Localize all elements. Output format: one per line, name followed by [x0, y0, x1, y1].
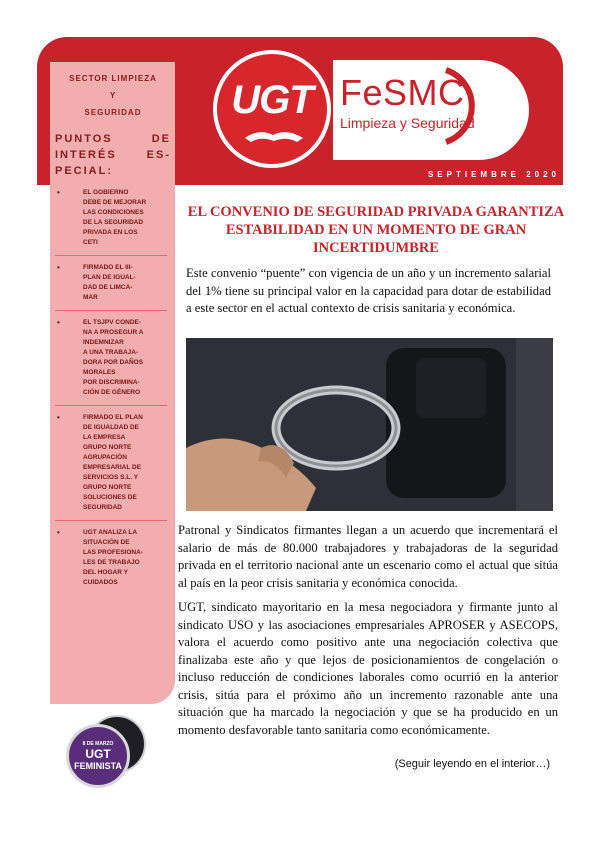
photo-illustration [186, 338, 553, 511]
handcuffs-photo [186, 338, 553, 511]
article-headline: EL CONVENIO DE SEGURIDAD PRIVADA GARANTIZA ESTABILIDAD EN UN MOMENTO DE GRAN INCERTIDUMBRE [187, 204, 565, 256]
article-paragraph-1: Patronal y Sindicatos firmantes llegan a un acuerdo que incrementará el salario de más de 80.000 trabajadores y trabajadoras de la seguridad privada en el territorio nacional ante un escenario como el actual que sitúa al país en la peor crisis sanitaria y económica conocida. [178, 523, 558, 590]
list-item: • FIRMADO EL III- PLAN DE IGUAL- DAD DE LIMCA- MAR [55, 263, 167, 311]
feminist-badge: 8 DE MARZO UGT FEMINISTA [66, 724, 130, 788]
brand-subtitle: Limpieza y Seguridad [340, 115, 475, 131]
list-item: • FIRMADO EL PLAN DE IGUALDAD DE LA EMPRESA GRUPO NORTE AGRUPACIÓN EMPRESARIAL DE SERVICIOS S.L. Y GRUPO NORTE SOLUCIONES DE SEGURIDAD [55, 413, 167, 521]
continue-reading: (Seguir leyendo en el interior…) [394, 758, 550, 770]
article-lead: Este convenio “puente” con vigencia de un año y un incremento salarial del 1% tiene su principal valor en la capacidad para dotar de estabilidad a este sector en el actual contexto de crisis sanitaria y económica. [186, 266, 551, 315]
list-item: • EL TSJPV CONDE- NA A PROSEGUR A INDEMNIZAR A UNA TRABAJA- DORA POR DAÑOS MORALES POR DISCRIMINA- CIÓN DE GÉNERO [55, 318, 167, 406]
points-list [55, 188, 167, 602]
article-paragraph-2: UGT, sindicato mayoritario en la mesa negociadora y firmante junto al sindicato USO y las asociaciones empresariales APROSER y ASECOPS, valora el acuerdo como positivo ante una negociación colectiva que finalizaba este año y que lejos de posicionamientos de congelación o incluso reducción de condiciones laborales como ocurrió en la anterior crisis, sitúa para el próximo año un incremento razonable ante una situación que ha marcado la negociación y que se ha producido en un momento desfavorable tanto sanitaria como económicamente. [178, 600, 558, 737]
handshake-icon [243, 124, 305, 146]
brand-name: FeSMC [340, 72, 465, 113]
points-of-interest-title: PUNTOS DE INTERÉS ES- PECIAL: [55, 133, 171, 177]
logo-text: UGT [231, 77, 313, 122]
list-item: • EL GOBIERNO DEBE DE MEJORAR LAS CONDICIONES DE LA SEGURIDAD PRIVADA EN LOS CETI [55, 188, 167, 256]
issue-date: SEPTIEMBRE 2020 [427, 170, 560, 179]
ugt-logo [213, 50, 331, 168]
list-item: • UGT ANALIZA LA SITUACIÓN DE LAS PROFESIONA- LES DE TRABAJO DEL HOGAR Y CUIDADOS [55, 528, 167, 595]
sector-title: SECTOR LIMPIEZA Y SEGURIDAD [69, 74, 157, 117]
